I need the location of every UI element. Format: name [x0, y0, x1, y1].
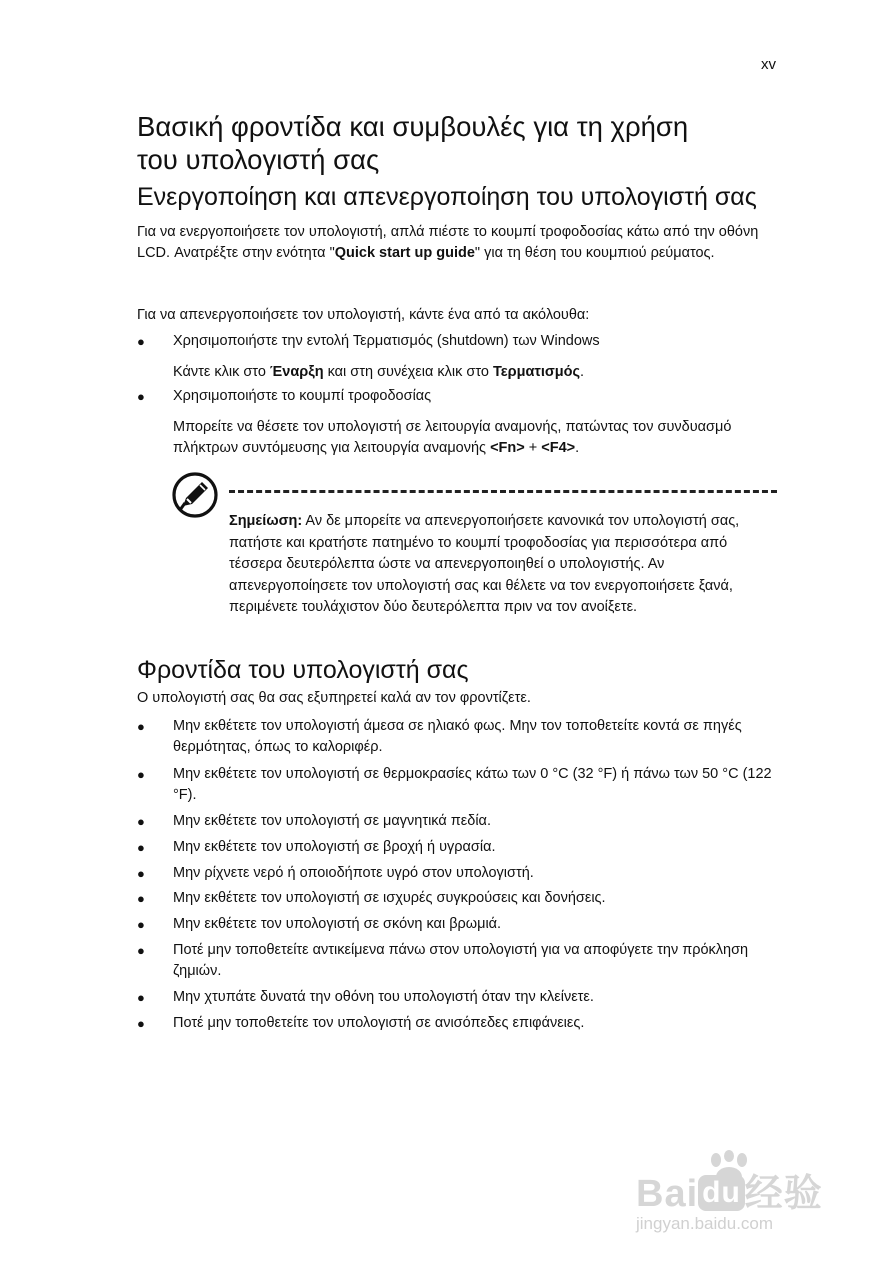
instruction-text: .	[580, 364, 585, 380]
list-item-text: Μην ρίχνετε νερό ή οποιοδήποτε υγρό στον υπολογιστή.	[173, 865, 534, 881]
note-text: Αν δε μπορείτε να απενεργοποιήσετε κανονικά τον υπολογιστή σας, πατήστε και κρατήστε πατημένο το κουμπί τροφοδοσίας για περισσότερα από τέσσερα δευτερόλεπτα ώστε να απενεργοποιηθεί ο υπολογιστής. Αν απενεργοποίησετε τον υπολογιστή σας και θέλετε να τον ενεργοποιήσετε ξανά, περιμένετε τουλάχιστον δύο δευτερόλεπτα πριν να τον ανοίξετε.	[229, 513, 740, 615]
list-item-text: Μην εκθέτετε τον υπολογιστή σε σκόνη και βρωμιά.	[173, 916, 502, 932]
note-box	[229, 511, 777, 619]
page-number: xv	[761, 56, 776, 73]
power-on-paragraph	[137, 222, 777, 264]
bullet-dot: ●	[137, 814, 145, 829]
list-item-text: Χρησιμοποιήστε την εντολή Τερματισμός (shutdown) των Windows	[173, 333, 600, 349]
start-menu-ref: Έναρξη	[269, 364, 324, 380]
list-item-text: Μην εκθέτετε τον υπολογιστή σε θερμοκρασίες κάτω των 0 °C (32 °F) ή πάνω των 50 °C (122 °F).	[173, 766, 772, 803]
f4-key: <F4>	[541, 440, 576, 456]
shutdown-instruction	[173, 362, 777, 383]
bullet-dot: ●	[137, 719, 145, 734]
bullet-dot: ●	[137, 334, 145, 349]
power-on-text-end: " για τη θέση του κουμπιού ρεύματος.	[474, 245, 715, 261]
baidu-watermark	[636, 1150, 841, 1250]
care-intro: Ο υπολογιστή σας θα σας εξυπηρετεί καλά αν τον φροντίζετε.	[137, 690, 531, 706]
list-item-text: Ποτέ μην τοποθετείτε αντικείμενα πάνω στον υπολογιστή για να αποφύγετε την πρόκληση ζημιών.	[173, 942, 749, 979]
list-item-text: Μην εκθέτετε τον υπολογιστή σε βροχή ή υγρασία.	[173, 839, 496, 855]
power-off-intro: Για να απενεργοποιήσετε τον υπολογιστή, κάντε ένα από τα ακόλουθα:	[137, 307, 590, 323]
page-title-line-1: Βασική φροντίδα και συμβουλές για τη χρήση	[137, 111, 689, 142]
watermark-logo	[636, 1162, 823, 1217]
page-title	[137, 110, 777, 176]
bullet-dot: ●	[137, 866, 145, 881]
bullet-dot: ●	[137, 891, 145, 906]
bullet-dot: ●	[137, 943, 145, 958]
list-item-text: Μην εκθέτετε τον υπολογιστή σε ισχυρές συγκρούσεις και δονήσεις.	[173, 890, 606, 906]
shutdown-ref: Τερματισμός	[492, 364, 581, 380]
instruction-text: Κάντε κλικ στο	[173, 364, 270, 380]
bullet-dot: ●	[137, 990, 145, 1005]
list-item-text: Χρησιμοποιήστε το κουμπί τροφοδοσίας	[173, 388, 432, 404]
bullet-dot: ●	[137, 917, 145, 932]
bullet-dot: ●	[137, 840, 145, 855]
watermark-url: jingyan.baidu.com	[636, 1214, 774, 1233]
bullet-dot: ●	[137, 389, 145, 404]
note-pencil-icon	[172, 472, 218, 518]
instruction-text: Μπορείτε να θέσετε τον υπολογιστή σε λειτουργία αναμονής, πατώντας τον συνδυασμό πλήκτρων συντόμευσης για λειτουργία αναμονής	[173, 419, 732, 456]
instruction-text: .	[575, 440, 580, 456]
list-item-text: Ποτέ μην τοποθετείτε τον υπολογιστή σε ανισόπεδες επιφάνειες.	[173, 1015, 585, 1031]
bullet-dot: ●	[137, 1016, 145, 1031]
list-item-text: Μην εκθέτετε τον υπολογιστή άμεσα σε ηλιακό φως. Μην τον τοποθετείτε κοντά σε πηγές θερμότητας, όπως το καλοριφέρ.	[173, 718, 742, 755]
list-item-text: Μην εκθέτετε τον υπολογιστή σε μαγνητικά πεδία.	[173, 813, 491, 829]
instruction-text: +	[524, 440, 542, 456]
watermark-logo-text: Bai	[636, 1173, 699, 1215]
bullet-dot: ●	[137, 767, 145, 782]
quick-start-guide-ref: Quick start up guide	[334, 245, 475, 261]
section-heading-power: Ενεργοποίηση και απενεργοποίηση του υπολογιστή σας	[137, 183, 757, 211]
note-divider	[229, 490, 777, 493]
watermark-logo-du: du	[698, 1175, 745, 1211]
page-title-line-2: του υπολογιστή σας	[137, 144, 380, 175]
section-heading-care: Φροντίδα του υπολογιστή σας	[137, 656, 469, 684]
standby-instruction	[173, 417, 777, 459]
instruction-text: και στη συνέχεια κλικ στο	[323, 364, 493, 380]
list-item-text: Μην χτυπάτε δυνατά την οθόνη του υπολογιστή όταν την κλείνετε.	[173, 989, 594, 1005]
fn-key: <Fn>	[490, 440, 525, 456]
power-on-text: Για να ενεργοποιήσετε τον υπολογιστή, απλά πιέστε το κουμπί τροφοδοσίας κάτω από την οθόνη LCD. Ανατρέξτε στην ενότητα "	[137, 224, 759, 261]
note-label: Σημείωση:	[229, 513, 303, 529]
watermark-logo-cn: 经验	[744, 1173, 823, 1215]
